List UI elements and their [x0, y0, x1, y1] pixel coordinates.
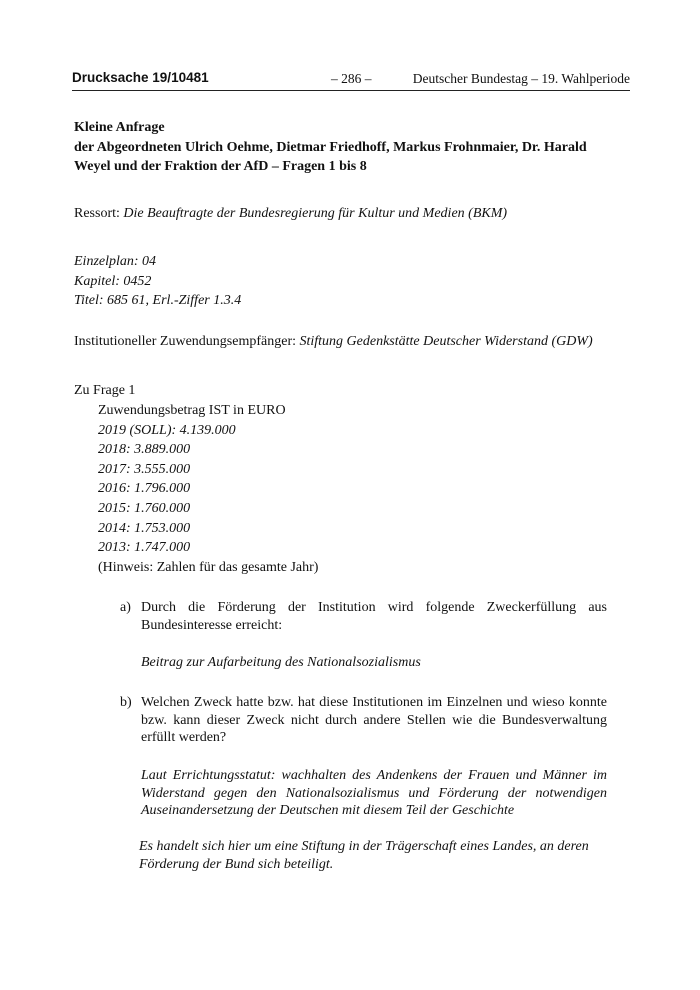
question-b-label: b) [120, 695, 132, 710]
ressort-value: Die Beauftragte der Bundesregierung für Kultur und Medien (BKM) [123, 206, 508, 221]
page-header [72, 68, 630, 91]
year-amount: 2018: 3.889.000 [98, 442, 191, 458]
ressort-line [74, 204, 507, 224]
year-amount: 2013: 1.747.000 [98, 540, 191, 556]
question-a-text: Durch die Förderung der Institution wird folgende Zweckerfüllung aus Bundesinteresse erreicht: [141, 600, 607, 633]
question-b [120, 694, 607, 747]
title-line-3: Weyel und der Fraktion der AfD – Fragen 1 bis 8 [74, 159, 367, 174]
question-a-label: a) [120, 600, 131, 615]
answer-b-1: Laut Errichtungsstatut: wachhalten des Andenkens der Frauen und Männer im Widerstand gegen den Nationalsozialismus und Förderung der notwendigen Auseinandersetzung der Deutschen mit diesem Teil der Geschichte [141, 768, 607, 818]
einzelplan: Einzelplan: 04 [74, 254, 157, 269]
question-b-text: Welchen Zweck hatte bzw. hat diese Institutionen im Einzelnen und wieso konnte bzw. kann dieser Zweck nicht durch andere Stellen wie die Bundesverwaltung erfüllt werden? [141, 695, 607, 745]
drucksache-number: Drucksache 19/10481 [72, 70, 209, 85]
question-a [120, 599, 607, 634]
year-amount: 2016: 1.796.000 [98, 481, 191, 497]
title-line-1: Kleine Anfrage [74, 120, 165, 135]
betrag-label: Zuwendungsbetrag IST in EURO [98, 403, 286, 418]
empfaenger-line [74, 332, 593, 352]
document-title [74, 118, 614, 177]
kapitel: Kapitel: 0452 [74, 273, 152, 289]
year-amount: 2019 (SOLL): 4.139.000 [98, 422, 236, 438]
page-number: – 286 – [331, 71, 372, 86]
publisher-label: Deutscher Bundestag – 19. Wahlperiode [412, 71, 630, 86]
hinweis: (Hinweis: Zahlen für das gesamte Jahr) [98, 559, 319, 575]
budget-plan [74, 252, 241, 311]
answer-a: Beitrag zur Aufarbeitung des Nationalsozialismus [141, 655, 421, 670]
title-line-2: der Abgeordneten Ulrich Oehme, Dietmar Friedhoff, Markus Frohnmaier, Dr. Harald [74, 139, 587, 155]
empfaenger-label: Institutioneller Zuwendungsempfänger: [74, 334, 300, 349]
ressort-label: Ressort: [74, 206, 124, 221]
zuwendung-list [98, 401, 318, 577]
empfaenger-value: Stiftung Gedenkstätte Deutscher Widerstand (GDW) [299, 334, 593, 349]
titel: Titel: 685 61, Erl.-Ziffer 1.3.4 [74, 293, 242, 308]
year-amount: 2017: 3.555.000 [98, 461, 191, 477]
year-amount: 2014: 1.753.000 [98, 520, 191, 536]
year-amount: 2015: 1.760.000 [98, 500, 191, 516]
answer-b-2: Es handelt sich hier um eine Stiftung in der Trägerschaft eines Landes, an deren Förderung der Bund sich beteiligt. [139, 839, 589, 872]
frage-1-heading: Zu Frage 1 [74, 383, 136, 398]
